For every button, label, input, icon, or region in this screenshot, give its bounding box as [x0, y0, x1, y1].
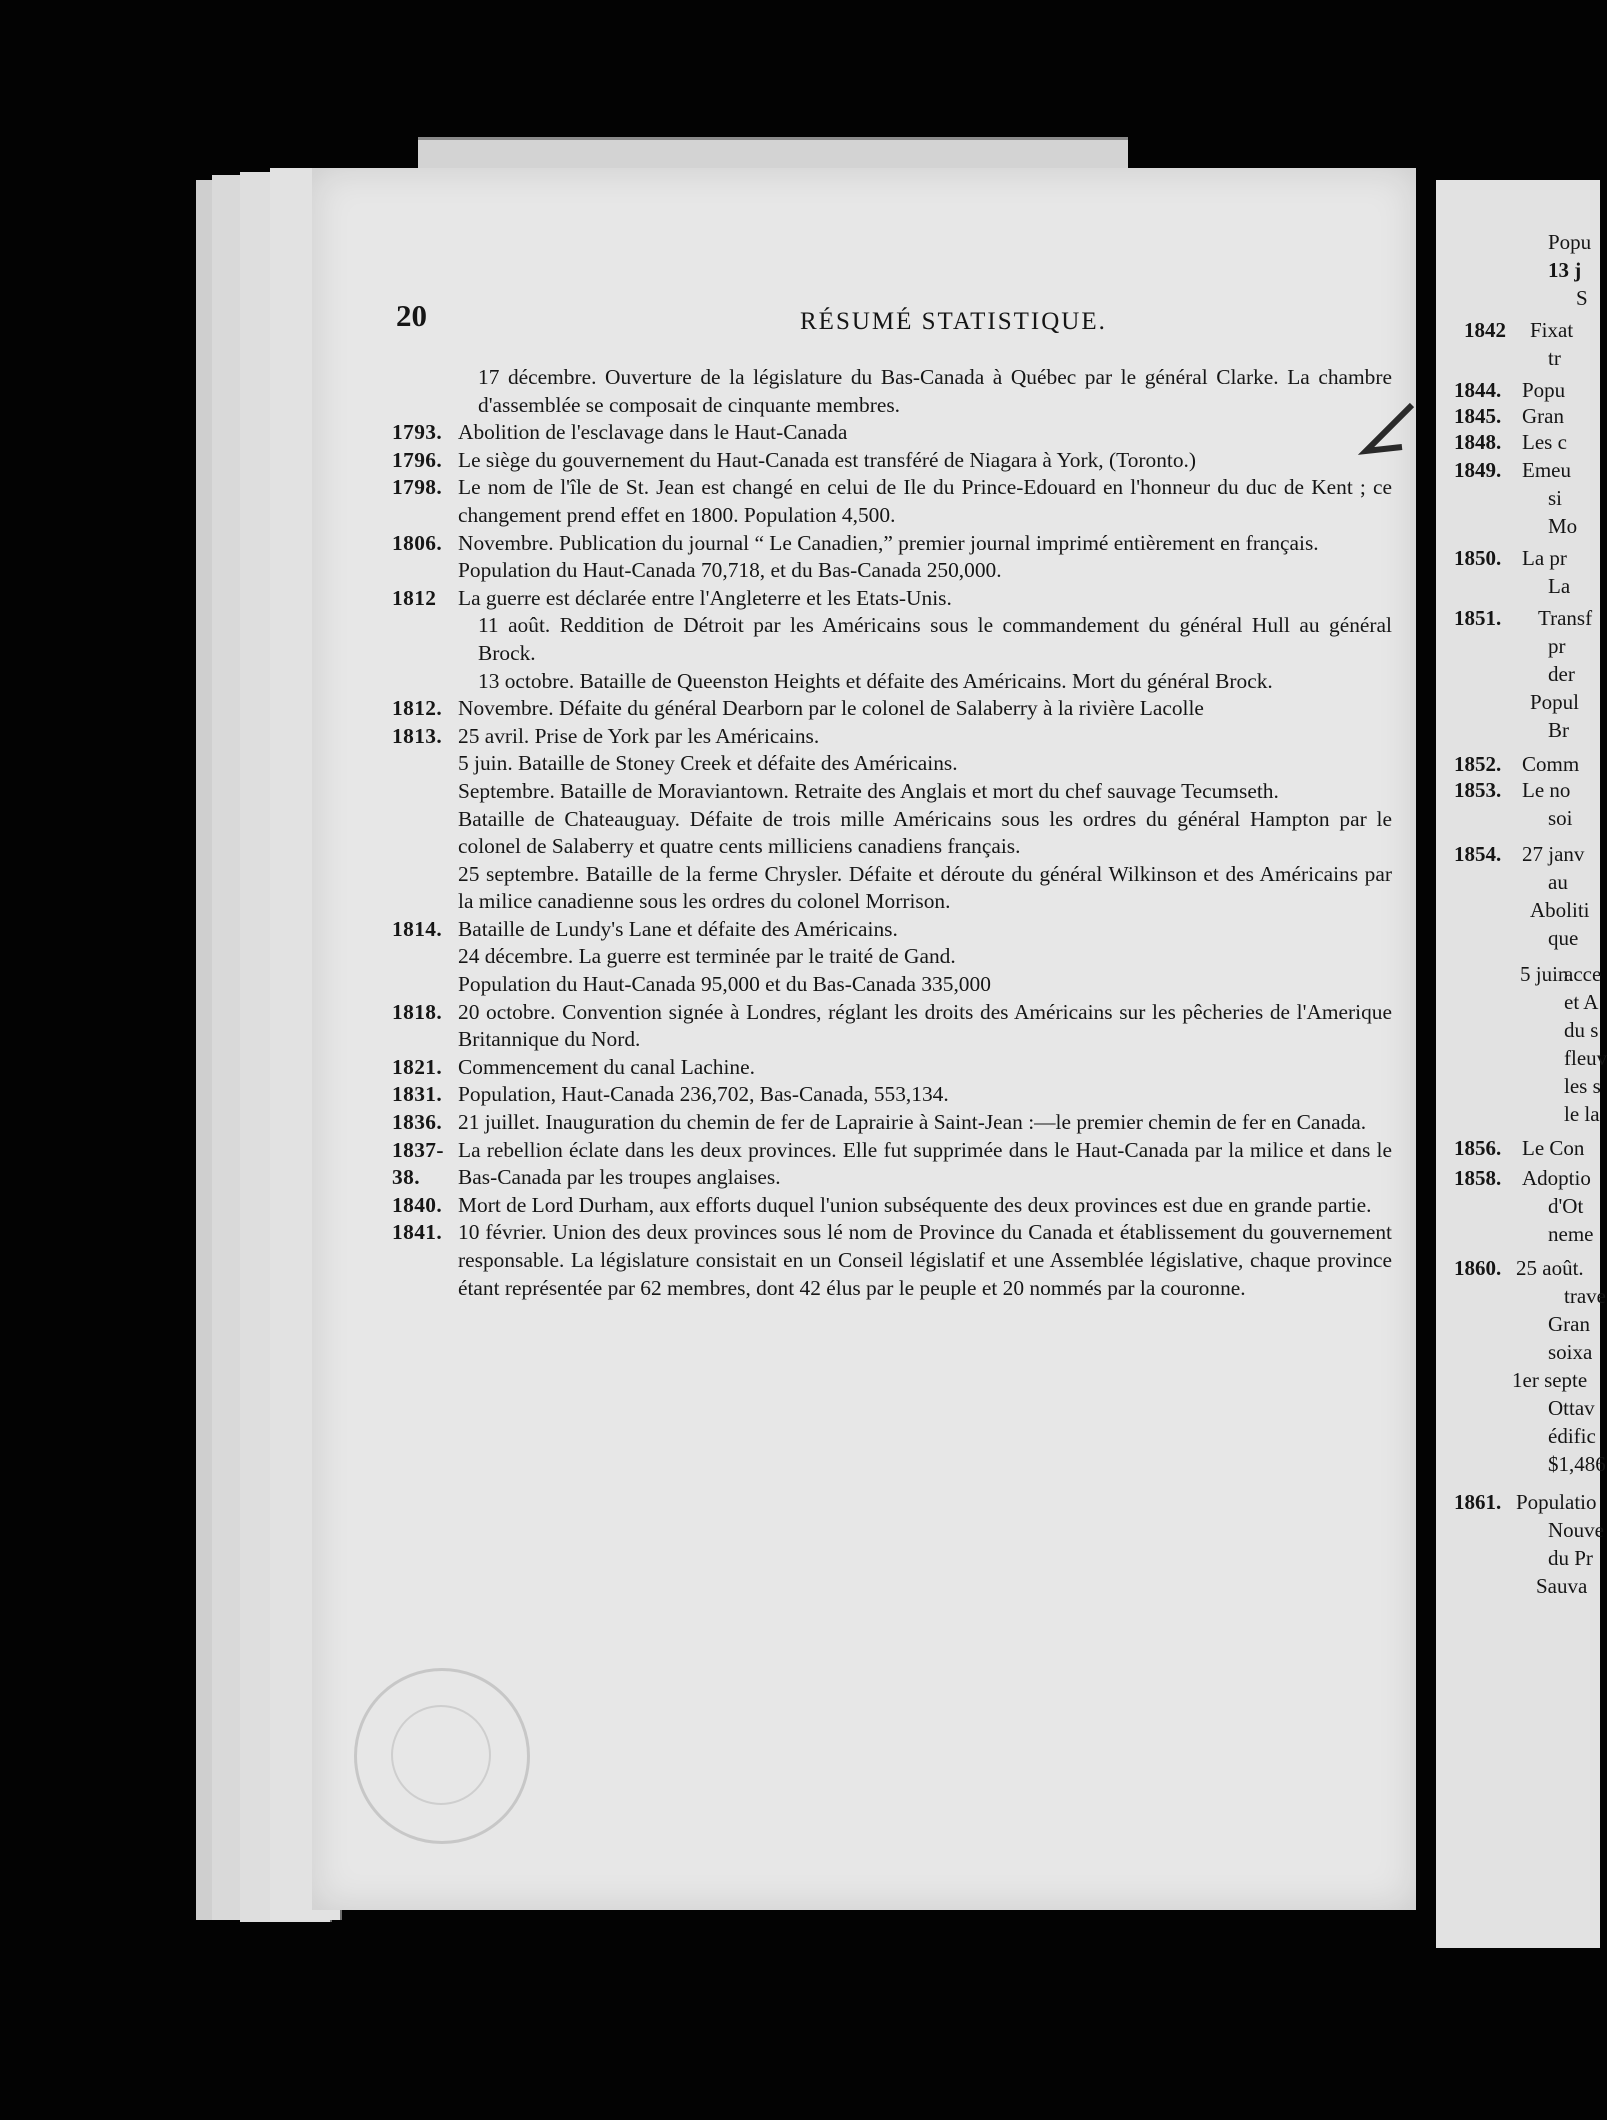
- chronology-entry: [392, 916, 1392, 944]
- facing-page-fragment: 1849.: [1454, 458, 1502, 482]
- chronology-entry: [392, 778, 1392, 806]
- facing-page-fragment: Adoptio: [1522, 1166, 1591, 1190]
- facing-page-fragment: du s: [1564, 1018, 1599, 1042]
- facing-page-fragment: Aboliti: [1530, 898, 1590, 922]
- chronology-entry: [392, 1219, 1392, 1302]
- entry-year: 1812: [392, 585, 437, 610]
- facing-page-fragment: trave: [1564, 1284, 1606, 1308]
- facing-page-fragment: Popu: [1522, 378, 1566, 402]
- facing-page-fragment: Comm: [1522, 752, 1580, 776]
- entry-year: [392, 557, 458, 585]
- entry-text: 25 septembre. Bataille de la ferme Chrysler. Défaite et déroute du général Wilkinson et des Américains par la milice canadienne sous les ordres du colonel Morrison.: [458, 861, 1392, 914]
- facing-page-fragment: Transf: [1538, 606, 1593, 630]
- facing-page-fragment: 5 juin.: [1520, 962, 1574, 986]
- facing-page-fragment: 1852.: [1454, 752, 1502, 776]
- entry-text: 10 février. Union des deux provinces sous lé nom de Province du Canada et établissement du gouvernement responsable. La législature consistait en un Conseil législatif et une Assemblée législative, chaque province étant représentée par 62 membres, dont 42 élus par le peuple et 20 nommés par la couronne.: [458, 1220, 1392, 1300]
- entry-text: La guerre est déclarée entre l'Angleterre et les Etats-Unis.: [458, 585, 952, 610]
- facing-page-fragment: 1853.: [1454, 778, 1502, 802]
- entry-year: 1814.: [392, 916, 443, 941]
- facing-page-fragment: La pr: [1522, 546, 1567, 570]
- chronology-entry: [392, 695, 1392, 723]
- chronology-entry: [392, 1109, 1392, 1137]
- entry-text: Le nom de l'île de St. Jean est changé en celui de Ile du Prince-Edouard en l'honneur du duc de Kent ; ce changement prend effet en 1800. Population 4,500.: [458, 475, 1392, 527]
- facing-page-fragment: der: [1548, 662, 1575, 686]
- facing-page-fragment: Popu: [1548, 230, 1592, 254]
- chronology-entry: [392, 750, 1392, 778]
- entry-text: La rebellion éclate dans les deux provinces. Elle fut supprimée dans le Haut-Canada par la milice et dans le Bas-Canada par les troupes anglaises.: [458, 1137, 1392, 1190]
- entry-text: 11 août. Reddition de Détroit par les Américains sous le commandement du général Hull au général Brock.: [478, 613, 1392, 665]
- facing-page-fragment: du Pr: [1548, 1546, 1593, 1570]
- entry-year: 1793.: [392, 420, 443, 445]
- facing-page-fragment: Nouve: [1548, 1518, 1604, 1542]
- facing-page-fragment: neme: [1548, 1222, 1594, 1246]
- entry-text: 21 juillet. Inauguration du chemin de fer de Laprairie à Saint-Jean :—le premier chemin de fer en Canada.: [458, 1110, 1367, 1135]
- facing-page-fragment: soixa: [1548, 1340, 1593, 1364]
- page-number: 20: [396, 298, 427, 333]
- chronology-entry: [392, 999, 1392, 1054]
- facing-page-fragment: Gran: [1548, 1312, 1590, 1336]
- entry-year: [392, 364, 458, 419]
- entry-year: 1812.: [392, 696, 443, 721]
- chronology-entry: [392, 530, 1392, 558]
- running-head: RÉSUMÉ STATISTIQUE.: [800, 308, 1107, 335]
- facing-page-fragment: Les c: [1522, 430, 1567, 454]
- facing-page-fragment: S: [1576, 286, 1588, 310]
- entry-text: 24 décembre. La guerre est terminée par le traité de Gand.: [458, 944, 956, 969]
- chronology-entry: [392, 861, 1392, 916]
- entry-year: 1813.: [392, 723, 443, 748]
- facing-page-fragment: acce: [1564, 962, 1602, 986]
- entry-year: [392, 668, 458, 696]
- chronology-entry: [392, 1137, 1392, 1192]
- facing-page-fragment: 13 j: [1548, 258, 1582, 282]
- entry-text: Population, Haut-Canada 236,702, Bas-Canada, 553,134.: [458, 1082, 949, 1107]
- chronology-entry: [392, 474, 1392, 529]
- facing-page-fragment: Br: [1548, 718, 1569, 742]
- entry-text: Abolition de l'esclavage dans le Haut-Canada: [458, 420, 848, 445]
- entry-text: Bataille de Chateauguay. Défaite de trois mille Américains sous les ordres du général Hampton par le colonel de Salaberry et quatre cents milliciens canadiens français.: [458, 806, 1392, 859]
- entry-text: Commencement du canal Lachine.: [458, 1054, 755, 1079]
- library-stamp: [354, 1668, 530, 1844]
- facing-page-fragment: Le Con: [1522, 1136, 1585, 1160]
- facing-page-fragment: 1858.: [1454, 1166, 1502, 1190]
- chronology-entry: [392, 668, 1392, 696]
- facing-page-fragment: 1856.: [1454, 1136, 1502, 1160]
- facing-page-fragment: 25 août.: [1516, 1256, 1584, 1280]
- entry-year: 1837-38.: [392, 1137, 444, 1190]
- facing-page-fragment: 1848.: [1454, 430, 1502, 454]
- entry-text: 25 avril. Prise de York par les Américains.: [458, 723, 820, 748]
- entry-year: 1840.: [392, 1192, 443, 1217]
- facing-page-fragment: 1845.: [1454, 404, 1502, 428]
- facing-page-fragment: le la: [1564, 1102, 1600, 1126]
- facing-page-fragment: Sauva: [1536, 1574, 1588, 1598]
- facing-page-fragment: Populatio: [1516, 1490, 1597, 1514]
- facing-page-fragment: 27 janv: [1522, 842, 1585, 866]
- facing-page-fragment: pr: [1548, 634, 1566, 658]
- entry-text: Mort de Lord Durham, aux efforts duquel l'union subséquente des deux provinces est due en grande partie.: [458, 1192, 1372, 1217]
- entry-year: 1841.: [392, 1220, 443, 1245]
- entry-year: [392, 971, 458, 999]
- entry-year: 1796.: [392, 447, 443, 472]
- entry-year: [392, 943, 458, 971]
- entry-text: Septembre. Bataille de Moraviantown. Retraite des Anglais et mort du chef sauvage Tecumseth.: [458, 778, 1279, 803]
- entry-year: [392, 778, 458, 806]
- entry-text: Novembre. Défaite du général Dearborn par le colonel de Salaberry à la rivière Lacolle: [458, 696, 1204, 721]
- entry-year: 1798.: [392, 475, 443, 500]
- chronology-entry: [392, 612, 1392, 667]
- facing-page-fragment: 1861.: [1454, 1490, 1502, 1514]
- facing-page-fragment: Mo: [1548, 514, 1578, 538]
- chronology-entry: [392, 557, 1392, 585]
- facing-page-fragment: 1851.: [1454, 606, 1502, 630]
- facing-page-fragment: Gran: [1522, 404, 1564, 428]
- entry-text: 17 décembre. Ouverture de la législature du Bas-Canada à Québec par le général Clarke. La chambre d'assemblée se composait de cinquante membres.: [478, 365, 1392, 417]
- facing-page-fragment: 1860.: [1454, 1256, 1502, 1280]
- entry-text: 13 octobre. Bataille de Queenston Heights et défaite des Américains. Mort du général Brock.: [478, 668, 1273, 693]
- facing-page-fragment: 1842: [1464, 318, 1506, 342]
- entry-year: [392, 750, 458, 778]
- chronology-entry: [392, 806, 1392, 861]
- chronology-entry: [392, 585, 1392, 613]
- facing-page-fragment: $1,486: [1548, 1452, 1606, 1476]
- facing-page-fragment: Fixat: [1530, 318, 1574, 342]
- entry-text: Novembre. Publication du journal “ Le Canadien,” premier journal imprimé entièrement en français.: [458, 530, 1319, 555]
- facing-page-fragment: les s: [1564, 1074, 1601, 1098]
- entry-text: Bataille de Lundy's Lane et défaite des Américains.: [458, 916, 898, 941]
- entry-text: Le siège du gouvernement du Haut-Canada est transféré de Niagara à York, (Toronto.): [458, 447, 1197, 472]
- facing-page-fragment: que: [1548, 926, 1579, 950]
- facing-page-fragment: si: [1548, 486, 1563, 510]
- chronology-entry: [392, 943, 1392, 971]
- entry-text: Population du Haut-Canada 95,000 et du Bas-Canada 335,000: [458, 972, 991, 997]
- facing-page-fragment: et A: [1564, 990, 1599, 1014]
- entry-text: Population du Haut-Canada 70,718, et du Bas-Canada 250,000.: [458, 558, 1002, 583]
- chronology-entry: [392, 971, 1392, 999]
- chronology-list: [392, 364, 1392, 1302]
- facing-page-fragment: Ottav: [1548, 1396, 1595, 1420]
- facing-page-fragment: Popul: [1530, 690, 1580, 714]
- facing-page-fragment: Emeu: [1522, 458, 1571, 482]
- facing-page-fragment: Le no: [1522, 778, 1571, 802]
- chronology-entry: [392, 447, 1392, 475]
- entry-year: [392, 806, 458, 861]
- chronology-entry: [392, 1054, 1392, 1082]
- entry-year: 1821.: [392, 1054, 443, 1079]
- book-page: [312, 168, 1416, 1910]
- entry-text: 20 octobre. Convention signée à Londres, réglant les droits des Américains sur les pêcheries de l'Amerique Britannique du Nord.: [458, 999, 1392, 1052]
- entry-year: [392, 861, 458, 916]
- entry-text: 5 juin. Bataille de Stoney Creek et défaite des Américains.: [458, 751, 958, 776]
- facing-page-fragment: d'Ot: [1548, 1194, 1584, 1218]
- entry-year: 1836.: [392, 1110, 443, 1135]
- chronology-entry: [392, 1192, 1392, 1220]
- facing-page-fragment: soi: [1548, 806, 1573, 830]
- facing-page-fragment: 1844.: [1454, 378, 1502, 402]
- chronology-entry: [392, 419, 1392, 447]
- entry-year: [392, 612, 458, 667]
- facing-page-fragment: au: [1548, 870, 1568, 894]
- facing-page-fragment: 1er septe: [1512, 1368, 1588, 1392]
- chronology-entry: [392, 723, 1392, 751]
- facing-page-fragment: 1850.: [1454, 546, 1502, 570]
- entry-year: 1831.: [392, 1082, 443, 1107]
- chronology-entry: [392, 1081, 1392, 1109]
- facing-page-fragment: La: [1548, 574, 1571, 598]
- facing-page: [1436, 180, 1607, 1948]
- chronology-entry: [392, 364, 1392, 419]
- facing-page-fragment: 1854.: [1454, 842, 1502, 866]
- facing-page-fragment: fleuv: [1564, 1046, 1607, 1070]
- pen-mark: [1362, 403, 1416, 483]
- entry-year: 1818.: [392, 999, 443, 1024]
- entry-year: 1806.: [392, 530, 443, 555]
- facing-page-fragment: édific: [1548, 1424, 1596, 1448]
- facing-page-fragment: tr: [1548, 346, 1561, 370]
